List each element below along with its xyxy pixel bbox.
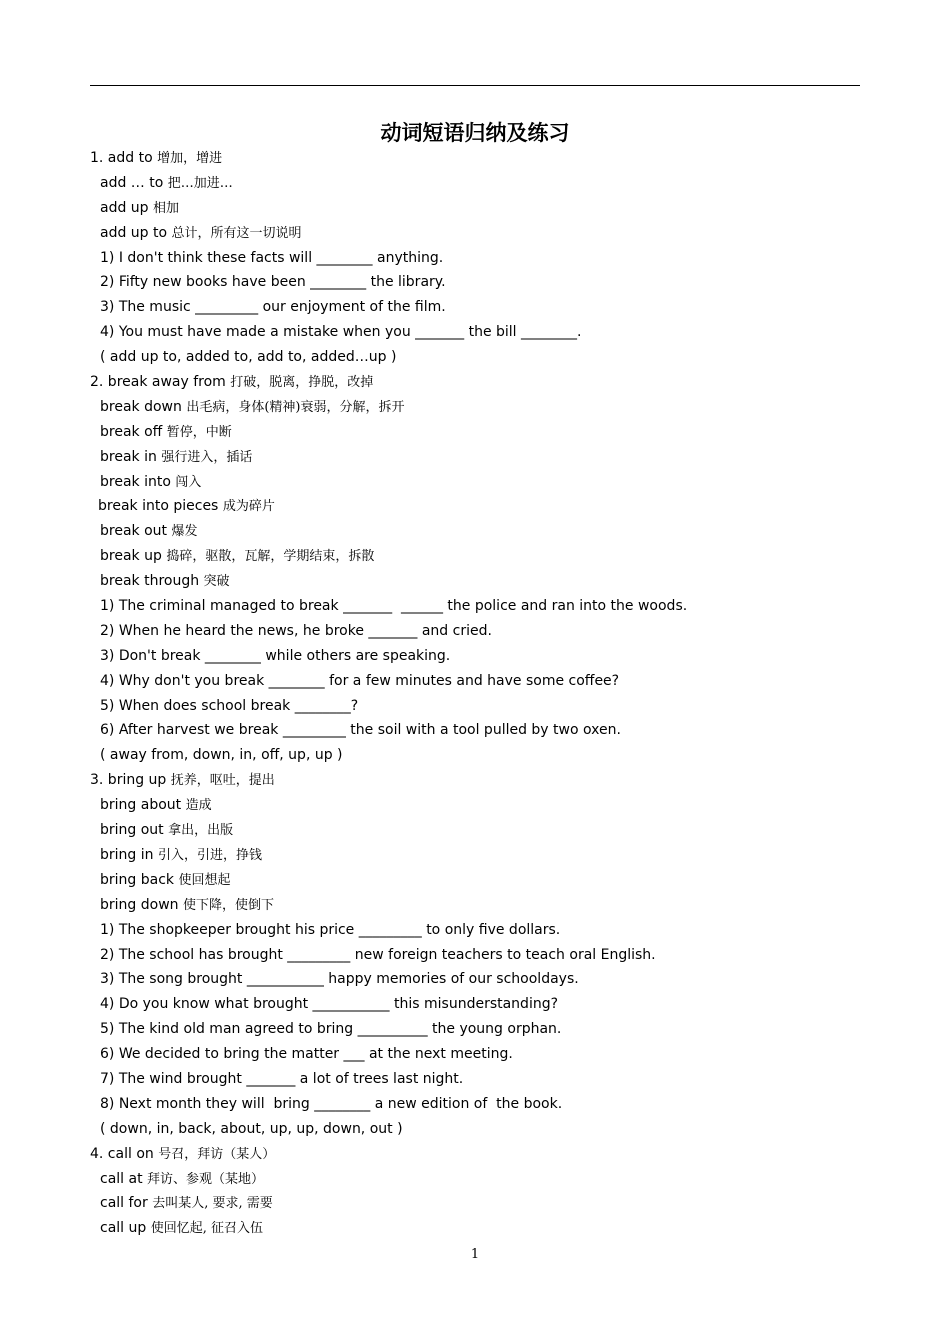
english-text: 7) The wind brought _______ a lot of trees last night. (100, 1070, 464, 1087)
english-text: break in (100, 448, 157, 465)
english-text: ( away from, down, in, off, up, up ) (100, 747, 343, 764)
phrase-line (90, 445, 890, 470)
phrase-line (90, 868, 890, 893)
english-text: 1) The shopkeeper brought his price _________ to only five dollars. (100, 921, 561, 938)
english-text: 3. bring up (90, 772, 167, 789)
phrase-line (90, 818, 890, 843)
phrase-line (90, 1142, 890, 1167)
chinese-meaning: 拿出，出版 (168, 823, 234, 839)
english-text: call up (100, 1220, 147, 1237)
english-text: add up (100, 199, 149, 216)
page-number: 1 (470, 1247, 480, 1262)
english-text: break into pieces (98, 498, 219, 515)
chinese-meaning: 闯入 (175, 474, 202, 490)
chinese-meaning: 拜访、参观（某地） (147, 1171, 265, 1187)
english-text: ( add up to, added to, add to, added…up ) (100, 349, 397, 366)
exercise-line (90, 594, 890, 619)
english-text: bring back (100, 871, 175, 888)
chinese-meaning: 去叫某人, 要求, 需要 (152, 1196, 273, 1212)
english-text: break into (100, 473, 171, 490)
chinese-meaning: 把…加进… (167, 175, 233, 191)
chinese-meaning: 使下降，使倒下 (182, 897, 274, 913)
chinese-meaning: 成为碎片 (222, 499, 275, 515)
english-text: break through (100, 573, 200, 590)
header-rule (90, 85, 860, 86)
english-text: 5) The kind old man agreed to bring __________ the young orphan. (100, 1021, 562, 1038)
english-text: 5) When does school break ________? (100, 697, 359, 714)
exercise-line (90, 694, 890, 719)
english-text: 4) Do you know what brought ___________ this misunderstanding? (100, 996, 559, 1013)
exercise-line (90, 992, 890, 1017)
exercise-line (90, 943, 890, 968)
exercise-line (90, 1117, 890, 1142)
exercise-line (90, 669, 890, 694)
phrase-line (90, 370, 890, 395)
english-text: 2) When he heard the news, he broke _______ and cried. (100, 622, 492, 639)
english-text: 4. call on (90, 1145, 154, 1162)
english-text: 1) The criminal managed to break _______ ______ the police and ran into the woods. (100, 598, 688, 615)
phrase-line (90, 494, 890, 519)
english-text: add up to (100, 224, 168, 241)
exercise-line (90, 1067, 890, 1092)
chinese-meaning: 抚养，呕吐，提出 (170, 773, 275, 789)
phrase-line (90, 196, 890, 221)
exercise-line (90, 1017, 890, 1042)
phrase-line (90, 893, 890, 918)
english-text: bring about (100, 797, 182, 814)
english-text: 6) After harvest we break _________ the soil with a tool pulled by two oxen. (100, 722, 621, 739)
phrase-line (90, 470, 890, 495)
chinese-meaning: 造成 (185, 798, 212, 814)
english-text: 2) Fifty new books have been ________ the library. (100, 274, 446, 291)
phrase-line (90, 420, 890, 445)
phrase-line (90, 221, 890, 246)
english-text: 4) Why don't you break ________ for a few minutes and have some coffee? (100, 672, 620, 689)
phrase-line (90, 843, 890, 868)
chinese-meaning: 捣碎，驱散，瓦解，学期结束，拆散 (166, 549, 375, 565)
chinese-meaning: 号召，拜访（某人） (158, 1146, 276, 1162)
english-text: bring out (100, 822, 164, 839)
english-text: 1) I don't think these facts will ________ anything. (100, 249, 444, 266)
english-text: break down (100, 398, 182, 415)
exercise-line (90, 718, 890, 743)
phrase-line (90, 793, 890, 818)
phrase-line (90, 519, 890, 544)
english-text: break off (100, 423, 163, 440)
exercise-line (90, 967, 890, 992)
chinese-meaning: 爆发 (171, 524, 198, 540)
chinese-meaning: 引入，引进，挣钱 (157, 847, 262, 863)
exercise-line (90, 743, 890, 768)
chinese-meaning: 总计，所有这一切说明 (171, 225, 302, 241)
english-text: 3) The song brought ___________ happy memories of our schooldays. (100, 971, 579, 988)
chinese-meaning: 出毛病，身体(精神)衰弱，分解，拆开 (186, 399, 405, 415)
exercise-line (90, 619, 890, 644)
exercise-line (90, 295, 890, 320)
phrase-line (90, 395, 890, 420)
english-text: bring in (100, 846, 154, 863)
phrase-line (90, 1167, 890, 1192)
english-text: 6) We decided to bring the matter ___ at the next meeting. (100, 1046, 513, 1063)
exercise-line (90, 644, 890, 669)
exercise-line (90, 345, 890, 370)
english-text: bring down (100, 896, 179, 913)
exercise-line (90, 246, 890, 271)
english-text: 3) Don't break ________ while others are speaking. (100, 647, 451, 664)
english-text: break out (100, 523, 168, 540)
document-body (90, 146, 890, 1241)
phrase-line (90, 146, 890, 171)
english-text: add … to (100, 174, 164, 191)
english-text: call at (100, 1170, 143, 1187)
exercise-line (90, 1042, 890, 1067)
exercise-line (90, 270, 890, 295)
chinese-meaning: 强行进入，插话 (161, 449, 253, 465)
phrase-line (90, 1191, 890, 1216)
phrase-line (90, 544, 890, 569)
phrase-line (90, 1216, 890, 1241)
phrase-line (90, 768, 890, 793)
phrase-line (90, 171, 890, 196)
english-text: 1. add to (90, 150, 153, 166)
exercise-line (90, 320, 890, 345)
chinese-meaning: 相加 (153, 200, 180, 216)
chinese-meaning: 使回想起 (178, 872, 231, 888)
chinese-meaning: 使回忆起, 征召入伍 (150, 1221, 263, 1237)
chinese-meaning: 增加，增进 (157, 151, 223, 166)
exercise-line (90, 918, 890, 943)
english-text: break up (100, 548, 162, 565)
english-text: 2. break away from (90, 374, 226, 391)
english-text: 3) The music _________ our enjoyment of the film. (100, 299, 446, 316)
english-text: ( down, in, back, about, up, up, down, out ) (100, 1120, 403, 1137)
exercise-line (90, 1092, 890, 1117)
chinese-meaning: 打破，脱离，挣脱，改掉 (230, 375, 374, 391)
english-text: 8) Next month they will bring ________ a new edition of the book. (100, 1095, 563, 1112)
chinese-meaning: 暂停，中断 (166, 424, 232, 440)
page-title: 动词短语归纳及练习 (380, 120, 570, 145)
english-text: 4) You must have made a mistake when you _______ the bill ________. (100, 324, 582, 341)
phrase-line (90, 569, 890, 594)
chinese-meaning: 突破 (203, 574, 230, 590)
english-text: call for (100, 1195, 148, 1212)
english-text: 2) The school has brought _________ new foreign teachers to teach oral English. (100, 946, 656, 963)
